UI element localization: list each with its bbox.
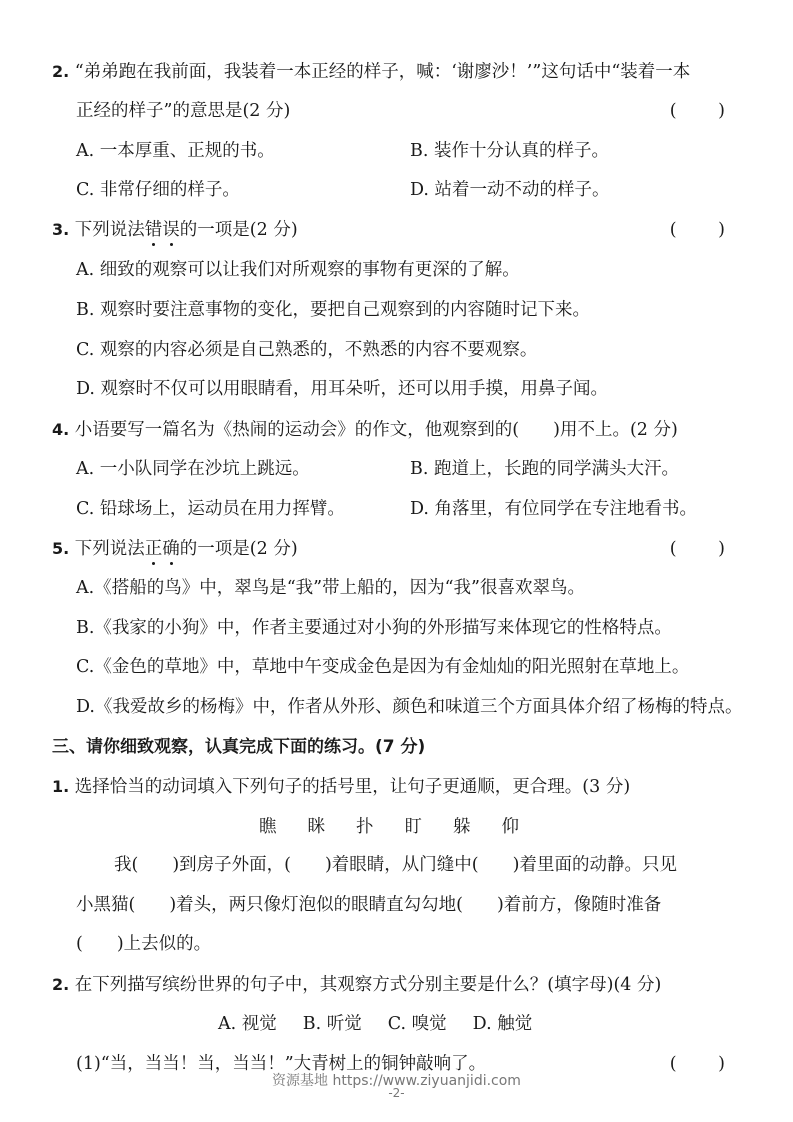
q5-emphasis-char-2: 确 xyxy=(162,539,180,559)
fill-paragraph-line1 xyxy=(114,853,677,877)
para-seg: 小黑猫( xyxy=(76,895,136,915)
s3q1-text: 选择恰当的动词填入下列句子的括号里，让句子更通顺，更合理。(3 分) xyxy=(74,777,631,797)
q2-text-line2: 正经的样子”的意思是(2 分) xyxy=(76,101,291,121)
q3-option-b: B. 观察时要注意事物的变化，要把自己观察到的内容随时记下来。 xyxy=(76,300,590,320)
fill-paragraph-line3 xyxy=(76,932,211,956)
s3q1-number: 1. xyxy=(52,777,70,796)
q2-line2 xyxy=(76,99,290,123)
q5-option-c: C.《金色的草地》中，草地中午变成金色是因为有金灿灿的阳光照射在草地上。 xyxy=(76,657,690,677)
verb-word-bank xyxy=(259,815,550,839)
q4-number: 4. xyxy=(52,420,70,439)
sense-choices xyxy=(218,1012,558,1036)
q3-option-a: A. 细致的观察可以让我们对所观察的事物有更深的了解。 xyxy=(76,260,520,280)
q3-option-d: D. 观察时不仅可以用眼睛看，用耳朵听，还可以用手摸，用鼻子闻。 xyxy=(76,379,609,399)
q3-option-c: C. 观察的内容必须是自己熟悉的，不熟悉的内容不要观察。 xyxy=(76,340,538,360)
q4-stem-pre: 小语要写一篇名为《热闹的运动会》的作文，他观察到的( xyxy=(74,420,520,440)
q4-option-a: A. 一小队同学在沙坑上跳远。 xyxy=(76,459,310,479)
word-5: 躲 xyxy=(453,817,471,837)
watermark-text: 资源基地 https://www.ziyuanjidi.com xyxy=(272,1073,521,1089)
word-2: 眯 xyxy=(307,817,325,837)
q4-stem xyxy=(52,418,678,442)
q5-option-d: D.《我爱故乡的杨梅》中，作者从外形、颜色和味道三个方面具体介绍了杨梅的特点。 xyxy=(76,697,743,717)
para-seg: )到房子外面，( xyxy=(172,855,291,875)
s3q1-stem xyxy=(52,775,630,799)
word-3: 扑 xyxy=(356,817,374,837)
q2-text-line1: “弟弟跑在我前面，我装着一本正经的样子，喊：‘谢廖沙！’”这句话中“装着一本 xyxy=(74,62,691,82)
q5-stem xyxy=(52,537,298,561)
para-seg: ( xyxy=(76,934,83,954)
q2-option-c: C. 非常仔细的样子。 xyxy=(76,180,240,200)
section-3-heading: 三、请你细致观察，认真完成下面的练习。(7 分) xyxy=(52,737,426,757)
q4-option-b: B. 跑道上，长跑的同学满头大汗。 xyxy=(410,459,679,479)
word-4: 盯 xyxy=(404,817,422,837)
q2-option-a: A. 一本厚重、正规的书。 xyxy=(76,141,275,161)
choice-d: D. 触觉 xyxy=(472,1014,533,1034)
s3q2-text: 在下列描写缤纷世界的句子中，其观察方式分别主要是什么？(填字母)(4 分) xyxy=(74,975,662,995)
q5-answer-bracket[interactable]: ( ) xyxy=(669,539,743,559)
q2-option-d: D. 站着一动不动的样子。 xyxy=(410,180,610,200)
s3q2-item1-answer-bracket[interactable]: ( ) xyxy=(669,1054,743,1074)
fill-paragraph-line2 xyxy=(76,893,661,917)
s3q2-item1: (1)“当，当当！当，当当！”大青树上的铜钟敲响了。 xyxy=(76,1054,487,1074)
para-seg: )上去似的。 xyxy=(116,934,212,954)
choice-c: C. 嗅觉 xyxy=(387,1014,447,1034)
q4-option-d: D. 角落里，有位同学在专注地看书。 xyxy=(410,499,698,519)
q2-line1 xyxy=(52,60,690,84)
choice-b: B. 听觉 xyxy=(302,1014,362,1034)
s3q2-number: 2. xyxy=(52,975,70,994)
q3-stem-pre: 下列说法 xyxy=(74,220,145,240)
q5-stem-pre: 下列说法 xyxy=(74,539,145,559)
word-6: 仰 xyxy=(501,817,519,837)
para-seg: )着头，两只像灯泡似的眼睛直勾勾地( xyxy=(169,895,463,915)
q3-emphasis-char-2: 误 xyxy=(162,220,180,240)
q3-answer-bracket[interactable]: ( ) xyxy=(669,220,743,240)
q2-option-b: B. 装作十分认真的样子。 xyxy=(410,141,609,161)
q2-answer-bracket[interactable]: ( ) xyxy=(669,101,743,121)
para-seg: )着前方，像随时准备 xyxy=(496,895,662,915)
q3-stem-post: 的一项是(2 分) xyxy=(179,220,298,240)
q3-emphasis-char-1: 错 xyxy=(144,220,163,240)
q4-stem-post: )用不上。(2 分) xyxy=(553,420,678,440)
q5-stem-post: 的一项是(2 分) xyxy=(179,539,298,559)
q2-number: 2. xyxy=(52,62,70,81)
q3-number: 3. xyxy=(52,220,70,239)
q5-emphasis-char-1: 正 xyxy=(144,539,163,559)
para-seg: 我( xyxy=(114,855,139,875)
choice-a: A. 视觉 xyxy=(218,1014,277,1034)
page-number: -2- xyxy=(388,1086,405,1100)
s3q2-stem xyxy=(52,973,661,997)
para-seg: )着里面的动静。只见 xyxy=(512,855,677,875)
q4-option-c: C. 铅球场上，运动员在用力挥臂。 xyxy=(76,499,345,519)
q5-option-b: B.《我家的小狗》中，作者主要通过对小狗的外形描写来体现它的性格特点。 xyxy=(76,618,672,638)
word-1: 瞧 xyxy=(259,817,277,837)
q5-option-a: A.《搭船的鸟》中，翠鸟是“我”带上船的，因为“我”很喜欢翠鸟。 xyxy=(76,578,585,598)
q5-number: 5. xyxy=(52,539,70,558)
q3-stem xyxy=(52,218,298,242)
para-seg: )着眼睛，从门缝中( xyxy=(324,855,479,875)
